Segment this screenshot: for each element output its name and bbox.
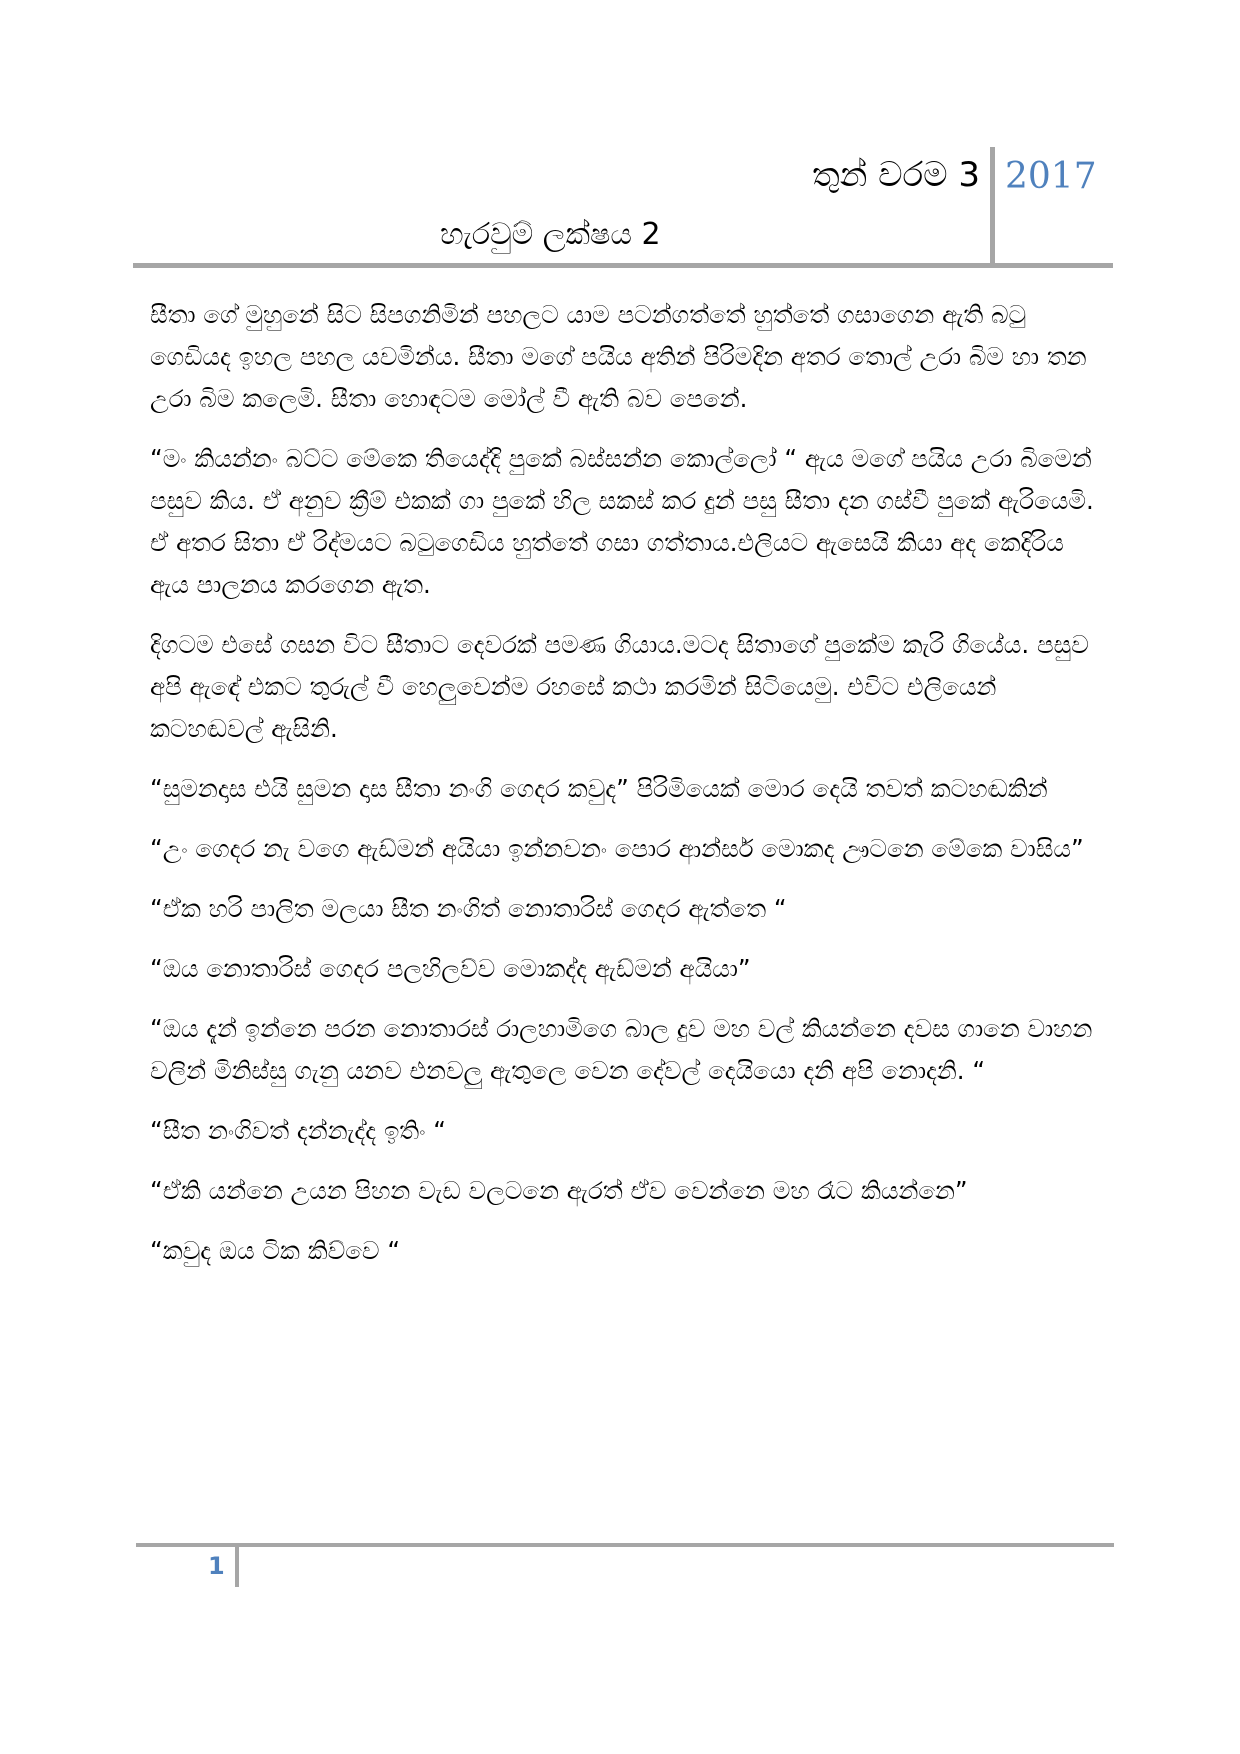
paragraph: “ඔය දැන් ඉන්නෙ පරන නොතාරස් රාලහාමිගෙ බාල දුව මහ වල් කියන්නෙ දවස ගානෙ වාහන වලින් මිනිස්සු ගැනු යනව එනවලු ඇතුලෙ වෙන දේවල් දෙයියො දනි අපි නොදනි. “ — [150, 1014, 1093, 1085]
header-subtitle: හැරවුම් ලක්ෂය 2 — [440, 217, 661, 252]
paragraph: “ඒකි යන්නෙ උයන පිහන වැඩ වලටනෙ ඇරත් ඒව වෙන්නෙ මහ රෑට කියන්නෙ” — [150, 1176, 968, 1205]
paragraph: “ඔය නොතාරිස් ගෙදර පලහිලව්ව මොකද්ද ඇඩ්මන් අයියා” — [150, 954, 751, 983]
body-text — [150, 294, 1100, 1290]
footer-vertical-divider — [235, 1543, 239, 1587]
paragraph: “උං ගෙදර නැ වගෙ ඇඩ්මන් අයියා ඉන්නවනං පොර ආන්සර් මොකද ඌටනෙ මේකෙ වාසිය” — [150, 834, 1084, 863]
page-number: 1 — [208, 1552, 225, 1580]
header-vertical-divider — [990, 147, 995, 265]
paragraph: “මං කියන්නං බට්ට මේකෙ තියෙද්දි පුකේ බස්සන්න කොල්ලෝ “ ඇය මගේ පයිය උරා බිමෙන් පසුව කිය. ඒ අනුව ක්‍රීම් එකක් ගා පුකේ හිල සකස් කර දුන් පසු සීතා දන ගස්වී පුකේ ඇරියෙමි. ඒ අතර සිතා ඒ රිද්මයට බටුගෙඩිය හුත්තේ ගසා ගත්තාය.එලියට ඇසෙයි කියා අද කෙදිරිය ඇය පාලනය කරගෙන ඇත. — [150, 444, 1094, 599]
paragraph: දිගටම එසේ ගසන විට සීතාට දෙවරක් පමණ ගියාය.මටද සිතාගේ පුකේම කැරි ගියේය. පසුව අපි ඇඳේ එකට තුරුල් වී හෙලුවෙන්ම රහසේ කථා කරමින් සිටියෙමු. එවිට එලියෙන් කටහඬවල් ඇසිනි. — [150, 630, 1089, 743]
header-year: 2017 — [1005, 156, 1097, 197]
paragraph: සීතා ගේ මුහුනේ සිට සිපගනිමින් පහලට යාම පටන්ගත්තේ හුත්තේ ගසාගෙන ඇති බටු ගෙඩියද ඉහල පහල යවමින්ය. සීතා මගේ පයිය අතින් පිරිමදින අතර තොල් උරා බිම හා තන උරා බිම කලෙමි. සීතා හොඳටම මෝල් වී ඇති බව පෙනේ. — [150, 300, 1087, 413]
paragraph: “සීත නංගිවත් දන්නැද්ද ඉතිං “ — [150, 1116, 446, 1145]
header-horizontal-rule — [133, 263, 1113, 268]
paragraph: “සුමනදාස එයි සුමන දාස සීතා නංගි ගෙදර කවුද” පිරිමියෙක් මොර දෙයි තවත් කටහඬකින් — [150, 774, 1048, 803]
paragraph: “ඒක හරි පාලිත මලයා සීත නංගිත් නොතාරිස් ගෙදර ඇත්තෙ “ — [150, 894, 787, 923]
paragraph: “කවුද ඔය ටික කිව්වෙ “ — [150, 1236, 401, 1265]
footer-horizontal-rule — [136, 1543, 1114, 1547]
header-title: තුන් වරම 3 — [812, 155, 980, 195]
